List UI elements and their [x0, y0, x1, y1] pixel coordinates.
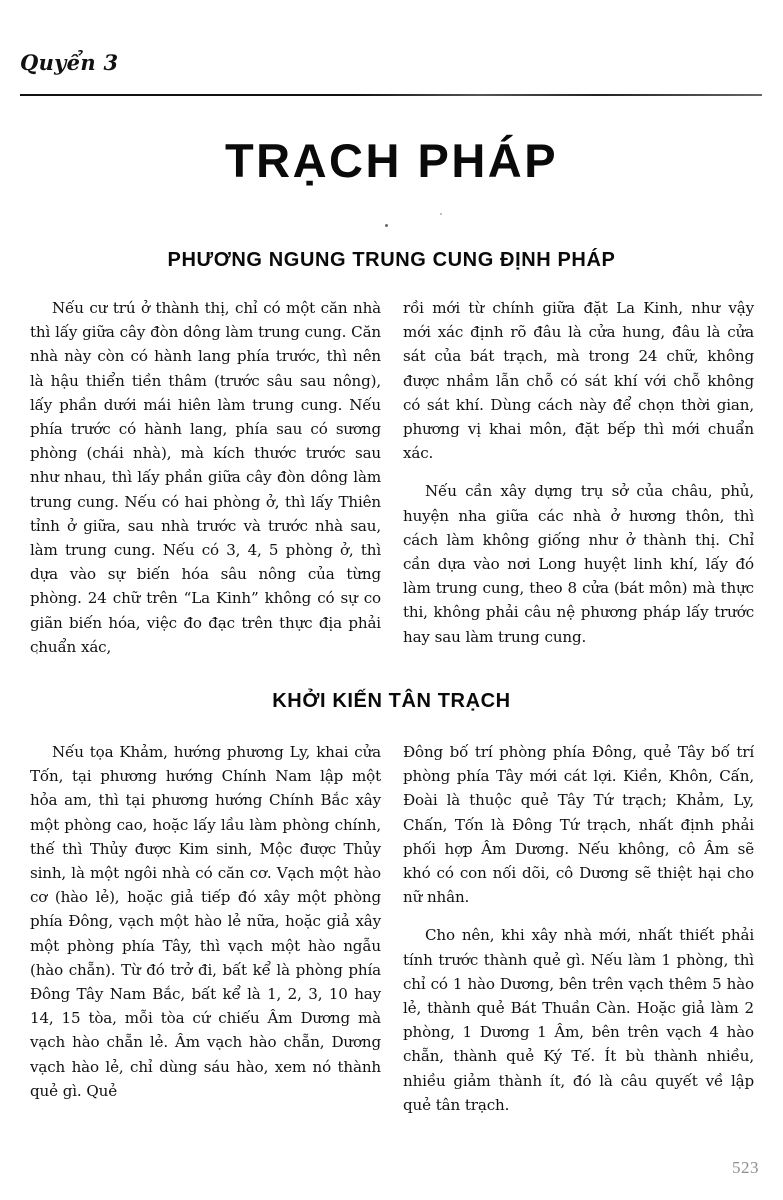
section-2-right-column [403, 740, 754, 1117]
paragraph: Nếu tọa Khảm, hướng phương Ly, khai cửa Tốn, tại phương hướng Chính Nam lập một hỏa am, thì tại phương hướng Chính Bắc xây một phòng cao, hoặc lấy lầu làm phòng chính, thế thì Thủy được Kim sinh, Mộc được Thủy sinh, là một ngôi nhà có căn cơ. Vạch một hào cơ (hào lẻ), hoặc giả tiếp đó xây một phòng phía Đông, vạch một hào lẻ nữa, hoặc giả xây một phòng phía Tây, thì vạch một hào ngẫu (hào chẵn). Từ đó trở đi, bất kể là phòng phía Đông Tây Nam Bắc, bất kể là 1, 2, 3, 10 hay 14, 15 tòa, mỗi tòa cứ chiếu Âm Dương mà vạch hào chẵn lẻ. Âm vạch hào chẵn, Dương vạch hào lẻ, chỉ dùng sáu hào, xem nó thành quẻ gì. Quẻ [30, 743, 381, 1100]
section-1-body [30, 296, 755, 659]
paragraph: rồi mới từ chính giữa đặt La Kinh, như vậy mới xác định rõ đâu là cửa hung, đâu là cửa sát của bát trạch, mà trong 24 chữ, không được nhầm lẫn chỗ có sát khí với chỗ không có sát khí. Dùng cách này để chọn thời gian, phương vị khai môn, đặt bếp thì mới chuẩn xác. [403, 299, 754, 463]
section-2-left-column [30, 740, 381, 1117]
section-2-body [30, 740, 755, 1117]
scan-artifact-dot [385, 224, 388, 227]
section-heading-phuong-ngung: PHƯƠNG NGUNG TRUNG CUNG ĐỊNH PHÁP [167, 249, 616, 271]
header-rule [20, 94, 762, 96]
section-1-left-column [30, 296, 381, 659]
section-1-right-column [403, 296, 754, 659]
running-head [20, 52, 763, 75]
scan-artifact-dot [440, 213, 442, 215]
page-title: TRẠCH PHÁP [224, 134, 559, 187]
paragraph: Nếu cần xây dựng trụ sở của châu, phủ, huyện nha giữa các nhà ở hương thôn, thì cách làm không giống như ở thành thị. Chỉ cần dựa vào nơi Long huyệt linh khí, lấy đó làm trung cung, theo 8 cửa (bát môn) mà thực thi, không phải câu nệ phương pháp lấy trước hay sau làm trung cung. [403, 482, 754, 646]
paragraph: Đông bố trí phòng phía Đông, quẻ Tây bố trí phòng phía Tây mới cát lợi. Kiền, Khôn, Cấn, Đoài là thuộc quẻ Tây Tứ trạch; Khảm, Ly, Chấn, Tốn là Đông Tứ trạch, nhất định phải phối hợp Âm Dương. Nếu không, cô Âm sẽ khó có con nối dõi, cô Dương sẽ thiệt hại cho nữ nhân. [403, 743, 754, 907]
paragraph: Nếu cư trú ở thành thị, chỉ có một căn nhà thì lấy giữa cây đòn dông làm trung cung. Căn nhà này còn có hành lang phía trước, thì nên là hậu thiển tiền thâm (trước sâu sau nông), lấy phần dưới mái hiên làm trung cung. Nếu phía trước có hành lang, phía sau có sương phòng (chái nhà), mà kích thước trước sau như nhau, thì lấy phần giữa cây đòn dông làm trung cung. Nếu có hai phòng ở, thì lấy Thiên tỉnh ở giữa, sau nhà trước và trước nhà sau, làm trung cung. Nếu có 3, 4, 5 phòng ở, thì dựa vào sự biến hóa sâu nông của từng phòng. 24 chữ trên “La Kinh” không có sự co giãn biến hóa, việc đo đạc trên thực địa phải chuẩn xác, [30, 299, 381, 656]
paragraph: Cho nên, khi xây nhà mới, nhất thiết phải tính trước thành quẻ gì. Nếu làm 1 phòng, thì chỉ có 1 hào Dương, bên trên vạch thêm 5 hào lẻ, thành quẻ Bát Thuần Càn. Hoặc giả làm 2 phòng, 1 Dương 1 Âm, bên trên vạch 4 hào chẵn, thành quẻ Ký Tế. Ít bù thành nhiều, nhiều giảm thành ít, đó là câu quyết về lập quẻ tân trạch. [403, 926, 754, 1114]
page-number: 523 [732, 1158, 759, 1177]
section-heading-khoi-kien-tan-trach: KHỞI KIẾN TÂN TRẠCH [272, 690, 511, 712]
running-head-label: Quyển 3 [20, 50, 119, 75]
